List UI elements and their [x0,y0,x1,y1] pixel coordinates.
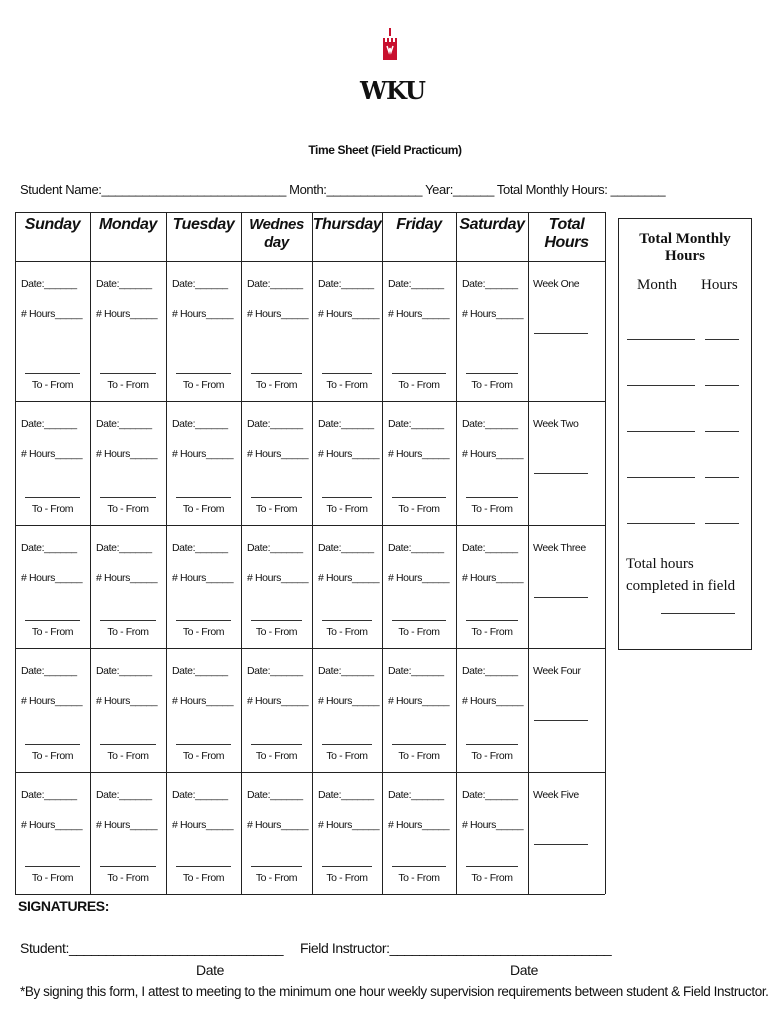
to-from-label: To - From [471,379,513,391]
date-field[interactable]: Date:______ [96,542,152,554]
side-total-blank[interactable] [661,613,735,614]
to-from-blank[interactable] [392,373,446,374]
to-from-blank[interactable] [25,744,80,745]
hours-field[interactable]: # Hours_____ [96,572,158,584]
hours-field[interactable]: # Hours_____ [388,695,450,707]
date-field[interactable]: Date:______ [247,789,303,801]
hours-field[interactable]: # Hours_____ [21,695,83,707]
hours-field[interactable]: # Hours_____ [318,572,380,584]
hours-field[interactable]: # Hours_____ [388,448,450,460]
hours-field[interactable]: # Hours_____ [172,819,234,831]
to-from-label: To - From [326,379,368,391]
date-field[interactable]: Date:______ [462,665,518,677]
week-total-blank[interactable] [534,333,588,334]
day-header-tuesday: Tuesday [172,216,235,233]
hours-field[interactable]: # Hours_____ [247,308,309,320]
date-field[interactable]: Date:______ [96,418,152,430]
grid-hline [15,401,605,402]
date-field[interactable]: Date:______ [21,789,77,801]
date-field[interactable]: Date:______ [388,542,444,554]
to-from-blank[interactable] [25,620,80,621]
date-field[interactable]: Date:______ [96,278,152,290]
student-date-label: Date [196,962,224,978]
grid-vline [15,212,16,894]
to-from-blank[interactable] [176,373,231,374]
to-from-label: To - From [326,626,368,638]
side-hours-blank[interactable] [705,385,739,386]
total-hours-header: Total Hours [544,216,589,251]
to-from-label: To - From [398,626,440,638]
hours-field[interactable]: # Hours_____ [172,695,234,707]
date-field[interactable]: Date:______ [247,665,303,677]
student-signature-line[interactable]: Student:_____________________________ [20,940,284,956]
to-from-blank[interactable] [100,373,156,374]
grid-vline [241,212,242,894]
to-from-label: To - From [107,626,149,638]
to-from-blank[interactable] [100,497,156,498]
to-from-label: To - From [31,750,74,762]
to-from-label: To - From [398,503,440,515]
hours-field[interactable]: # Hours_____ [247,819,309,831]
grid-vline [605,212,606,894]
date-field[interactable]: Date:______ [172,542,228,554]
to-from-blank[interactable] [466,373,518,374]
week-label: Week Two [533,418,579,430]
date-field[interactable]: Date:______ [21,542,77,554]
to-from-blank[interactable] [392,866,446,867]
day-header-friday: Friday [396,216,442,233]
to-from-blank[interactable] [251,866,302,867]
hours-field[interactable]: # Hours_____ [172,308,234,320]
to-from-label: To - From [326,503,368,515]
date-field[interactable]: Date:______ [21,278,77,290]
hours-field[interactable]: # Hours_____ [172,448,234,460]
side-month-label: Month [637,277,678,293]
grid-hline [15,894,605,895]
to-from-label: To - From [31,626,74,638]
to-from-blank[interactable] [100,744,156,745]
week-label: Week Four [533,665,581,677]
to-from-label: To - From [107,872,149,884]
to-from-blank[interactable] [322,620,372,621]
to-from-label: To - From [255,750,298,762]
to-from-blank[interactable] [322,373,372,374]
to-from-label: To - From [107,379,149,391]
day-header-thursday: Thursday [312,216,382,233]
hours-field[interactable]: # Hours_____ [247,695,309,707]
to-from-label: To - From [255,379,298,391]
hours-field[interactable]: # Hours_____ [21,308,83,320]
hours-field[interactable]: # Hours_____ [318,448,380,460]
date-field[interactable]: Date:______ [247,418,303,430]
timesheet-grid [15,212,605,894]
to-from-blank[interactable] [176,620,231,621]
side-month-blank[interactable] [627,523,695,524]
student-info-line[interactable]: Student Name:___________________________ Month:______________ Year:______ Total Monthly Hours: ________ [20,182,666,197]
date-field[interactable]: Date:______ [388,418,444,430]
to-from-blank[interactable] [176,866,231,867]
page-title: Time Sheet (Field Practicum) [308,143,462,157]
date-field[interactable]: Date:______ [388,665,444,677]
to-from-blank[interactable] [392,620,446,621]
hours-field[interactable]: # Hours_____ [462,308,524,320]
to-from-label: To - From [107,750,149,762]
week-label: Week Five [533,789,579,801]
hours-field[interactable]: # Hours_____ [462,819,524,831]
hours-field[interactable]: # Hours_____ [318,308,380,320]
to-from-blank[interactable] [25,373,80,374]
to-from-blank[interactable] [466,866,518,867]
to-from-blank[interactable] [322,497,372,498]
to-from-blank[interactable] [100,620,156,621]
side-month-blank[interactable] [627,339,695,340]
grid-vline [166,212,167,894]
date-field[interactable]: Date:______ [96,665,152,677]
hours-field[interactable]: # Hours_____ [96,695,158,707]
to-from-label: To - From [255,626,298,638]
grid-vline [528,212,529,894]
grid-hline [15,772,605,773]
grid-hline [15,261,605,262]
wku-wordmark: WKU [360,76,425,105]
week-total-blank[interactable] [534,473,588,474]
side-hours-blank[interactable] [705,431,739,432]
hours-field[interactable]: # Hours_____ [388,572,450,584]
to-from-label: To - From [398,750,440,762]
to-from-blank[interactable] [466,744,518,745]
to-from-blank[interactable] [392,744,446,745]
hours-field[interactable]: # Hours_____ [247,448,309,460]
grid-hline [15,212,605,213]
hours-field[interactable]: # Hours_____ [172,572,234,584]
week-label: Week Three [533,542,586,554]
week-total-blank[interactable] [534,597,588,598]
date-field[interactable]: Date:______ [172,665,228,677]
field-instructor-signature-line[interactable]: Field Instructor:______________________________ [300,940,612,956]
date-field[interactable]: Date:______ [247,278,303,290]
date-field[interactable]: Date:______ [462,789,518,801]
day-header-wednesday: Wednesday [249,216,304,251]
hours-field[interactable]: # Hours_____ [21,819,83,831]
side-hours-label: Hours [701,277,738,293]
hours-field[interactable]: # Hours_____ [318,819,380,831]
week-total-blank[interactable] [534,720,588,721]
side-hours-blank[interactable] [705,339,739,340]
hours-field[interactable]: # Hours_____ [388,819,450,831]
date-field[interactable]: Date:______ [247,542,303,554]
hours-field[interactable]: # Hours_____ [388,308,450,320]
to-from-label: To - From [182,503,225,515]
to-from-blank[interactable] [176,744,231,745]
day-header-monday: Monday [98,216,158,233]
to-from-label: To - From [182,872,225,884]
to-from-blank[interactable] [322,744,372,745]
to-from-blank[interactable] [251,620,302,621]
hours-field[interactable]: # Hours_____ [462,448,524,460]
to-from-label: To - From [326,750,368,762]
hours-field[interactable]: # Hours_____ [96,819,158,831]
to-from-label: To - From [182,626,225,638]
hours-field[interactable]: # Hours_____ [462,572,524,584]
side-month-blank[interactable] [627,431,695,432]
to-from-blank[interactable] [392,497,446,498]
wku-logo [360,26,425,110]
to-from-label: To - From [182,750,225,762]
to-from-label: To - From [182,379,225,391]
hours-field[interactable]: # Hours_____ [318,695,380,707]
to-from-label: To - From [471,626,513,638]
to-from-blank[interactable] [176,497,231,498]
signatures-heading: SIGNATURES: [18,898,110,914]
to-from-label: To - From [326,872,368,884]
side-total-completed: Total hours completed in field [626,556,736,594]
to-from-label: To - From [31,503,74,515]
date-field[interactable]: Date:______ [462,418,518,430]
date-field[interactable]: Date:______ [318,789,374,801]
to-from-label: To - From [255,503,298,515]
date-field[interactable]: Date:______ [172,418,228,430]
hours-field[interactable]: # Hours_____ [462,695,524,707]
side-hours-blank[interactable] [705,523,739,524]
wku-tower-icon [381,26,399,62]
date-field[interactable]: Date:______ [388,789,444,801]
hours-field[interactable]: # Hours_____ [21,448,83,460]
hours-field[interactable]: # Hours_____ [247,572,309,584]
grid-vline [90,212,91,894]
date-field[interactable]: Date:______ [388,278,444,290]
side-month-blank[interactable] [627,477,695,478]
to-from-blank[interactable] [25,866,80,867]
week-total-blank[interactable] [534,844,588,845]
day-header-saturday: Saturday [459,216,525,233]
hours-field[interactable]: # Hours_____ [96,448,158,460]
to-from-label: To - From [255,872,298,884]
grid-hline [15,648,605,649]
side-box-title: Total Monthly Hours [639,231,731,264]
to-from-blank[interactable] [25,497,80,498]
date-field[interactable]: Date:______ [96,789,152,801]
side-hours-blank[interactable] [705,477,739,478]
to-from-label: To - From [471,872,513,884]
date-field[interactable]: Date:______ [21,665,77,677]
date-field[interactable]: Date:______ [172,278,228,290]
to-from-label: To - From [107,503,149,515]
date-field[interactable]: Date:______ [462,278,518,290]
side-month-blank[interactable] [627,385,695,386]
to-from-label: To - From [31,379,74,391]
grid-vline [312,212,313,894]
to-from-label: To - From [31,872,74,884]
to-from-blank[interactable] [466,620,518,621]
week-label: Week One [533,278,580,290]
hours-field[interactable]: # Hours_____ [96,308,158,320]
to-from-label: To - From [471,750,513,762]
grid-hline [15,525,605,526]
day-header-sunday: Sunday [24,216,81,233]
to-from-label: To - From [398,872,440,884]
hours-field[interactable]: # Hours_____ [21,572,83,584]
total-monthly-hours-box [618,218,752,650]
date-field[interactable]: Date:______ [318,542,374,554]
date-field[interactable]: Date:______ [172,789,228,801]
date-field[interactable]: Date:______ [462,542,518,554]
date-field[interactable]: Date:______ [318,278,374,290]
date-field[interactable]: Date:______ [318,665,374,677]
attestation-text: *By signing this form, I attest to meeting to the minimum one hour weekly supervision requirements between student & Field Instructor. [20,984,769,999]
to-from-label: To - From [398,379,440,391]
grid-vline [456,212,457,894]
to-from-label: To - From [471,503,513,515]
instructor-date-label: Date [510,962,538,978]
to-from-blank[interactable] [251,497,302,498]
to-from-blank[interactable] [251,744,302,745]
date-field[interactable]: Date:______ [318,418,374,430]
to-from-blank[interactable] [466,497,518,498]
to-from-blank[interactable] [251,373,302,374]
to-from-blank[interactable] [322,866,372,867]
to-from-blank[interactable] [100,866,156,867]
date-field[interactable]: Date:______ [21,418,77,430]
grid-vline [382,212,383,894]
